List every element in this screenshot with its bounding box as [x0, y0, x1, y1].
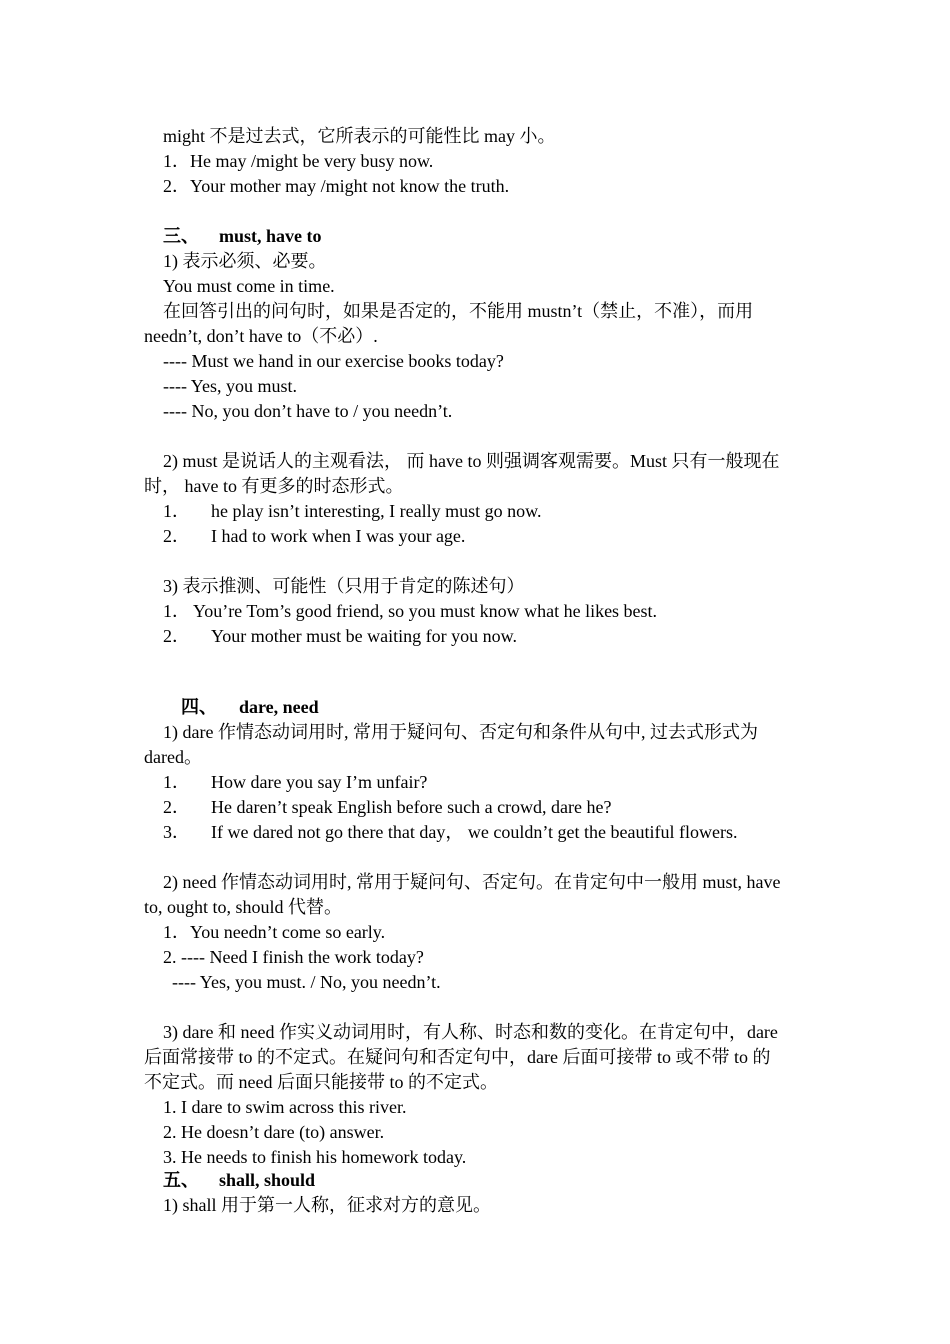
example-item: 2. He doesn’t dare (to) answer.: [163, 1122, 385, 1142]
paragraph-line: to, ought to, should 代替。: [144, 897, 343, 917]
example-item: 1．He may /might be very busy now.: [163, 149, 843, 174]
example-item: 1． How dare you say I’m unfair?: [163, 770, 843, 795]
paragraph-line: 不定式。而 need 后面只能接带 to 的不定式。: [144, 1072, 498, 1092]
section-number: 三、: [163, 226, 199, 246]
paragraph-line: dared。: [144, 747, 202, 767]
example-item: 2． Your mother must be waiting for you now.: [163, 624, 843, 649]
list-number: 1．: [163, 151, 190, 171]
list-number: 2．: [163, 526, 190, 546]
section-number: 四、: [181, 697, 217, 717]
paragraph-line: 1) shall 用于第一人称，征求对方的意见。: [163, 1195, 491, 1215]
paragraph-line: 1) 表示必须、必要。: [163, 251, 327, 271]
section-title: shall, should: [219, 1170, 316, 1190]
paragraph-line: You must come in time.: [163, 276, 335, 296]
list-number: 2．: [163, 626, 190, 646]
paragraph-line: might 不是过去式，它所表示的可能性比 may 小。: [163, 126, 556, 146]
section-heading: [181, 695, 861, 720]
section-title: dare, need: [239, 697, 319, 717]
paragraph-line: needn’t, don’t have to（不必）.: [144, 326, 378, 346]
paragraph-line: 3) dare 和 need 作实义动词用时，有人称、时态和数的变化。在肯定句中，dare: [163, 1022, 778, 1042]
paragraph-line: 3) 表示推测、可能性（只用于肯定的陈述句）: [163, 576, 525, 596]
example-item: 2．Your mother may /might not know the truth.: [163, 174, 843, 199]
example-item: 2． I had to work when I was your age.: [163, 524, 843, 549]
list-number: 1．: [163, 772, 190, 792]
section-heading: [163, 1168, 843, 1193]
list-number: 2．: [163, 176, 190, 196]
example-item: 1． You’re Tom’s good friend, so you must know what he likes best.: [163, 599, 843, 624]
paragraph-line: 在回答引出的问句时，如果是否定的，不能用 mustn’t（禁止，不准），而用: [163, 301, 754, 321]
example-item: 1． he play isn’t interesting, I really must go now.: [163, 499, 843, 524]
list-number: 2．: [163, 797, 190, 817]
example-item: 2． He daren’t speak English before such a crowd, dare he?: [163, 795, 843, 820]
section-title: must, have to: [219, 226, 322, 246]
paragraph-line: 后面常接带 to 的不定式。在疑问句和否定句中，dare 后面可接带 to 或不带 to 的: [144, 1047, 771, 1067]
example-item: 3． If we dared not go there that day， we couldn’t get the beautiful flowers.: [163, 820, 843, 845]
paragraph-line: 时， have to 有更多的时态形式。: [144, 476, 404, 496]
dialogue-line: ---- Must we hand in our exercise books today?: [163, 351, 504, 371]
paragraph-line: 1) dare 作情态动词用时, 常用于疑问句、否定句和条件从句中, 过去式形式为: [163, 722, 758, 742]
list-number: 1．: [163, 501, 190, 521]
example-item: 1．You needn’t come so early.: [163, 920, 843, 945]
dialogue-line: 2. ---- Need I finish the work today?: [163, 947, 424, 967]
paragraph-line: 2) must 是说话人的主观看法， 而 have to 则强调客观需要。Must 只有一般现在: [163, 451, 780, 471]
section-number: 五、: [163, 1170, 199, 1190]
list-number: 1．: [163, 601, 190, 621]
dialogue-line: ---- No, you don’t have to / you needn’t.: [163, 401, 453, 421]
paragraph-line: 2) need 作情态动词用时, 常用于疑问句、否定句。在肯定句中一般用 must, have: [163, 872, 781, 892]
list-number: 3．: [163, 822, 190, 842]
section-heading: [163, 224, 843, 249]
example-item: 1. I dare to swim across this river.: [163, 1097, 407, 1117]
dialogue-line: ---- Yes, you must.: [163, 376, 298, 396]
example-item: 3. He needs to finish his homework today.: [163, 1147, 467, 1167]
dialogue-line: ---- Yes, you must. / No, you needn’t.: [172, 972, 441, 992]
list-number: 1．: [163, 922, 190, 942]
